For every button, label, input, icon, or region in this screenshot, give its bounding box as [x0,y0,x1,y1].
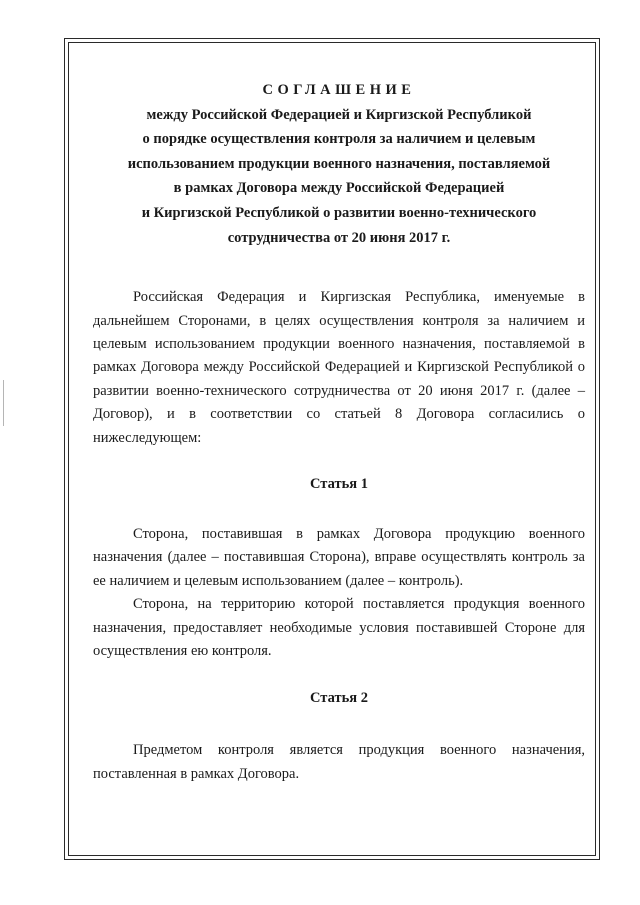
document-title [93,78,585,250]
article-paragraph: Сторона, на территорию которой поставляется продукция военного назначения, предоставляет необходимые условия поставившей Стороне для осуществления ею контроля. [93,596,585,660]
article-heading: Статья 2 [310,690,368,707]
article-paragraph: Предметом контроля является продукция военного назначения, поставленная в рамках Договора. [93,742,585,782]
title-line: и Киргизской Республикой о развитии военно-технического [141,204,537,221]
title-line: сотрудничества от 20 июня 2017 г. [227,229,451,246]
scan-edge-mark [3,380,4,426]
title-heading: СОГЛАШЕНИЕ [262,82,416,98]
article-paragraph: Сторона, поставившая в рамках Договора продукцию военного назначения (далее – поставившая Сторона), вправе осуществлять контроль за ее наличием и целевым использованием (далее – контроль). [93,526,585,589]
document-body [93,78,585,786]
preamble-paragraph: Российская Федерация и Киргизская Республика, именуемые в дальнейшем Сторонами, в целях осуществления контроля за наличием и целевым использованием продукции военного назначения, поставляемой в рамках Договора между Российской Федерацией и Киргизской Республикой о развитии военно-технического сотрудничества от 20 июня 2017 г. (далее – Договор), и в соответствии со статьей 8 Договора согласились о нижеследующем: [93,289,585,446]
article-heading: Статья 1 [310,476,368,492]
title-line: в рамках Договора между Российской Федерацией [173,180,505,197]
title-line: о порядке осуществления контроля за наличием и целевым [142,131,536,148]
title-line: между Российской Федерацией и Киргизской Республикой [146,106,532,123]
title-line: использованием продукции военного назначения, поставляемой [127,155,551,172]
